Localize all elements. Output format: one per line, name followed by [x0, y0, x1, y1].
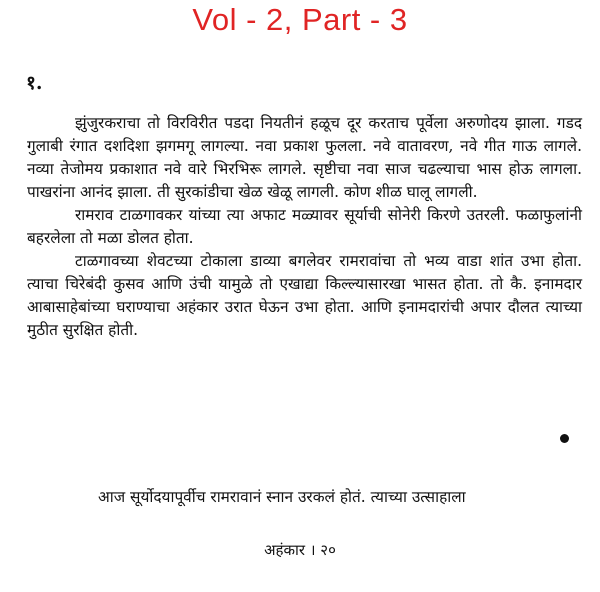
paragraph-mansion: टाळगावच्या शेवटच्या टोकाला डाव्या बगलेवर रामरावांचा तो भव्य वाडा शांत उभा होता. त्याचा चिरेबंदी कुसव आणि उंची यामुळे तो एखाद्या किल्ल्यासारखा भासत होता. तो कै. इनामदार आबासाहेबांच्या घराण्याचा अहंकार उरात घेऊन उभा होता. आणि इनामदारांची अपार दौलत त्याच्या मुठीत सुरक्षित होती.: [27, 252, 582, 339]
continuation-line: आज सूर्योदयापूर्वीच रामरावानं स्नान उरकलं होतं. त्याच्या उत्साहाला: [98, 488, 466, 506]
chapter-body: [27, 112, 582, 342]
page-footer: अहंकार । २०: [264, 541, 336, 559]
paragraph-field: रामराव टाळगावकर यांच्या त्या अफाट मळ्यावर सूर्याची सोनेरी किरणे उतरली. फळाफुलांनी बहरलेला तो मळा डोलत होता.: [27, 206, 582, 247]
paragraph-sunrise: झुंजुरकराचा तो विरविरीत पडदा नियतीनं हळूच दूर करताच पूर्वेला अरुणोदय झाला. गडद गुलाबी रंगात दशदिशा झगमगू लागल्या. नवा प्रकाश फुलला. नवे वातावरण, नवे गीत गाऊ लागले. नव्या तेजोमय प्रकाशात नवे वारे भिरभिरू लागले. सृष्टीचा नवा साज चढल्याचा भास होऊ लागला. पाखरांना आनंद झाला. ती सुरकांडीचा खेळ खेळू लागली. कोण शीळ घालू लागली.: [27, 114, 582, 201]
page-banner-title: Vol - 2, Part - 3: [192, 2, 408, 37]
section-bullet-dot: [560, 434, 569, 443]
chapter-number: १.: [26, 72, 43, 94]
